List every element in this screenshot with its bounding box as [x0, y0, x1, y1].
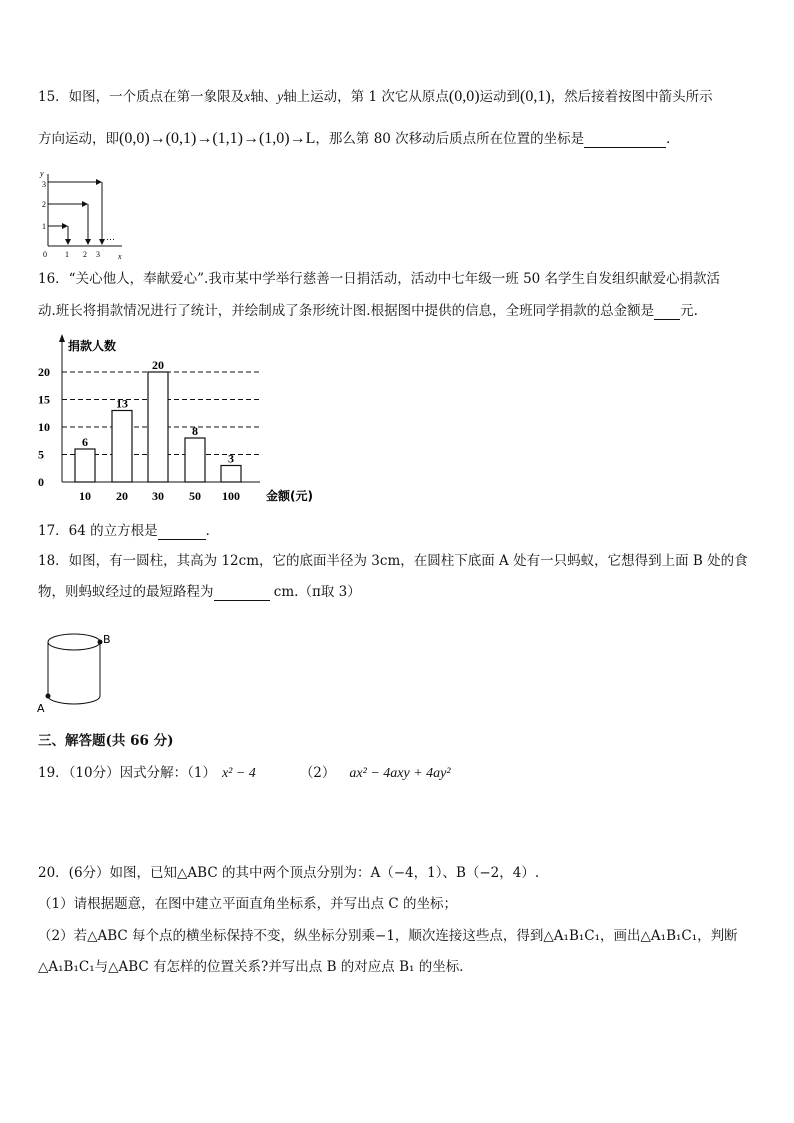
chart-y-tick-label: 20 — [38, 365, 50, 379]
q20-line2: （1）请根据题意，在图中建立平面直角坐标系，并写出点 C 的坐标； — [38, 896, 458, 912]
q16-line1: 16．“关心他人，奉献爱心”.我市某中学举行慈善一日捐活动，活动中七年级一班 50 名学生自发组织献爱心捐款活 — [38, 271, 721, 287]
q15-line2 — [38, 130, 680, 148]
chart-y-tick-label: 15 — [38, 392, 50, 407]
q19-mid: （2） — [299, 765, 336, 781]
q16-text-b: 元. — [680, 303, 698, 319]
q15-origin-label: 0 — [43, 250, 47, 259]
q17-end: ． — [205, 523, 220, 539]
point-a-label: A — [37, 702, 45, 715]
q18-cylinder-figure — [32, 628, 122, 716]
chart-y-tick-label: 5 — [38, 447, 44, 462]
q18-text-b: cm.（π取 3） — [269, 584, 361, 600]
q15-arrow-path — [48, 182, 102, 244]
chart-x-tick-label: 20 — [116, 489, 128, 503]
q18-text-a: 物，则蚂蚁经过的最短路程为 — [38, 584, 214, 600]
q18-line2 — [38, 583, 361, 601]
q15-text-b: 轴、 — [250, 89, 278, 105]
q15-y-var: y — [277, 89, 284, 104]
chart-x-tick-label: 100 — [222, 489, 240, 503]
q19-expr2: ax² − 4axy + 4ay² — [349, 766, 451, 781]
chart-y-tick-label: 0 — [38, 475, 44, 489]
chart-bar — [185, 438, 205, 482]
chart-x-tick-label: 30 — [152, 489, 164, 503]
point-b-label: B — [103, 633, 111, 646]
q16-line2 — [38, 302, 698, 320]
chart-x-axis-label: 金额(元) — [266, 489, 313, 503]
q18-answer-blank[interactable] — [214, 586, 270, 601]
q15-sequence: (0,0)→(0,1)→(1,1)→(1,0)→L — [119, 130, 316, 147]
chart-y-axis-label: 捐款人数 — [68, 339, 117, 353]
q15-text-e: ，然后接着按图中箭头所示 — [550, 89, 713, 105]
chart-bar — [112, 411, 132, 483]
chart-data-label: 8 — [192, 424, 198, 438]
q16-text-a: 动.班长将捐款情况进行了统计，并绘制成了条形统计图.根据图中提供的信息，全班同学捐款的总金额是 — [38, 303, 655, 319]
q15-text-c: 轴上运动，第 1 次它从原点 — [283, 89, 449, 105]
chart-data-label: 3 — [228, 451, 234, 466]
point-a-dot — [46, 694, 51, 699]
chart-x-tick-label: 50 — [189, 489, 201, 503]
q15-y-tick-2: 2 — [42, 200, 46, 209]
cylinder-bottom — [48, 696, 100, 704]
chart-x-tick-label: 10 — [79, 489, 91, 503]
q15-answer-blank[interactable] — [584, 133, 666, 148]
q15-text-g: ，那么第 80 次移动后质点所在位置的坐标是 — [315, 131, 585, 147]
q19-prefix: 19．（10分）因式分解：（1） — [38, 765, 216, 781]
q15-x-tick-3: 3 — [96, 250, 100, 259]
q19-expr1: x² − 4 — [221, 766, 256, 781]
cylinder-top — [48, 634, 100, 650]
q20-line1: 20．(6分）如图，已知△ABC 的其中两个顶点分别为：A（−4，1）、B（−2，4）. — [38, 865, 540, 881]
chart-data-label: 13 — [116, 396, 128, 411]
q18-line1: 18．如图，有一圆柱，其高为 12cm，它的底面半径为 3cm，在圆柱下底面 A 处有一只蚂蚁，它想得到上面 B 处的食 — [38, 553, 748, 569]
q15-y-tick-1: 1 — [42, 222, 46, 231]
q15-y-label: y — [40, 169, 44, 178]
q15-x-var: x — [244, 89, 251, 104]
q15-text-a: 15．如图，一个质点在第一象限及 — [38, 89, 245, 105]
q16-bar-chart — [34, 334, 334, 506]
chart-data-label: 6 — [82, 435, 88, 449]
q16-answer-blank[interactable] — [654, 305, 680, 320]
q15-ellipsis: … — [106, 232, 115, 242]
q15-line1 — [38, 88, 713, 106]
chart-y-tick-label: 10 — [38, 420, 50, 434]
chart-y-arrow — [59, 334, 65, 342]
q15-origin-point: (0,0) — [448, 88, 480, 105]
q15-x-tick-1: 1 — [65, 250, 69, 259]
q15-text-f: 方向运动，即 — [38, 131, 119, 147]
chart-bar — [221, 466, 241, 483]
q15-y-tick-3: 3 — [42, 180, 46, 189]
q19-line — [38, 764, 451, 783]
q15-x-tick-2: 2 — [83, 250, 87, 259]
section-3-title: 三、解答题(共 66 分) — [38, 733, 174, 749]
chart-data-label: 20 — [152, 358, 164, 372]
q17-line — [38, 522, 219, 540]
chart-bar — [148, 372, 168, 482]
q15-x-label: x — [118, 252, 122, 261]
q15-point-01: (0,1) — [520, 88, 551, 105]
q15-path-figure — [34, 166, 134, 262]
q15-end: ． — [666, 131, 680, 147]
point-b-dot — [98, 640, 103, 645]
q17-answer-blank[interactable] — [158, 525, 206, 540]
q20-line4: △A₁B₁C₁与△ABC 有怎样的位置关系?并写出点 B 的对应点 B₁ 的坐标． — [38, 959, 473, 975]
q15-text-d: 运动到 — [479, 89, 521, 105]
q17-text: 17．64 的立方根是 — [38, 523, 158, 539]
chart-bar — [75, 449, 95, 482]
q20-line3: （2）若△ABC 每个点的横坐标保持不变，纵坐标分别乘−1，顺次连接这些点，得到△A₁B₁C₁，画出△A₁B₁C₁，判断 — [38, 928, 738, 944]
